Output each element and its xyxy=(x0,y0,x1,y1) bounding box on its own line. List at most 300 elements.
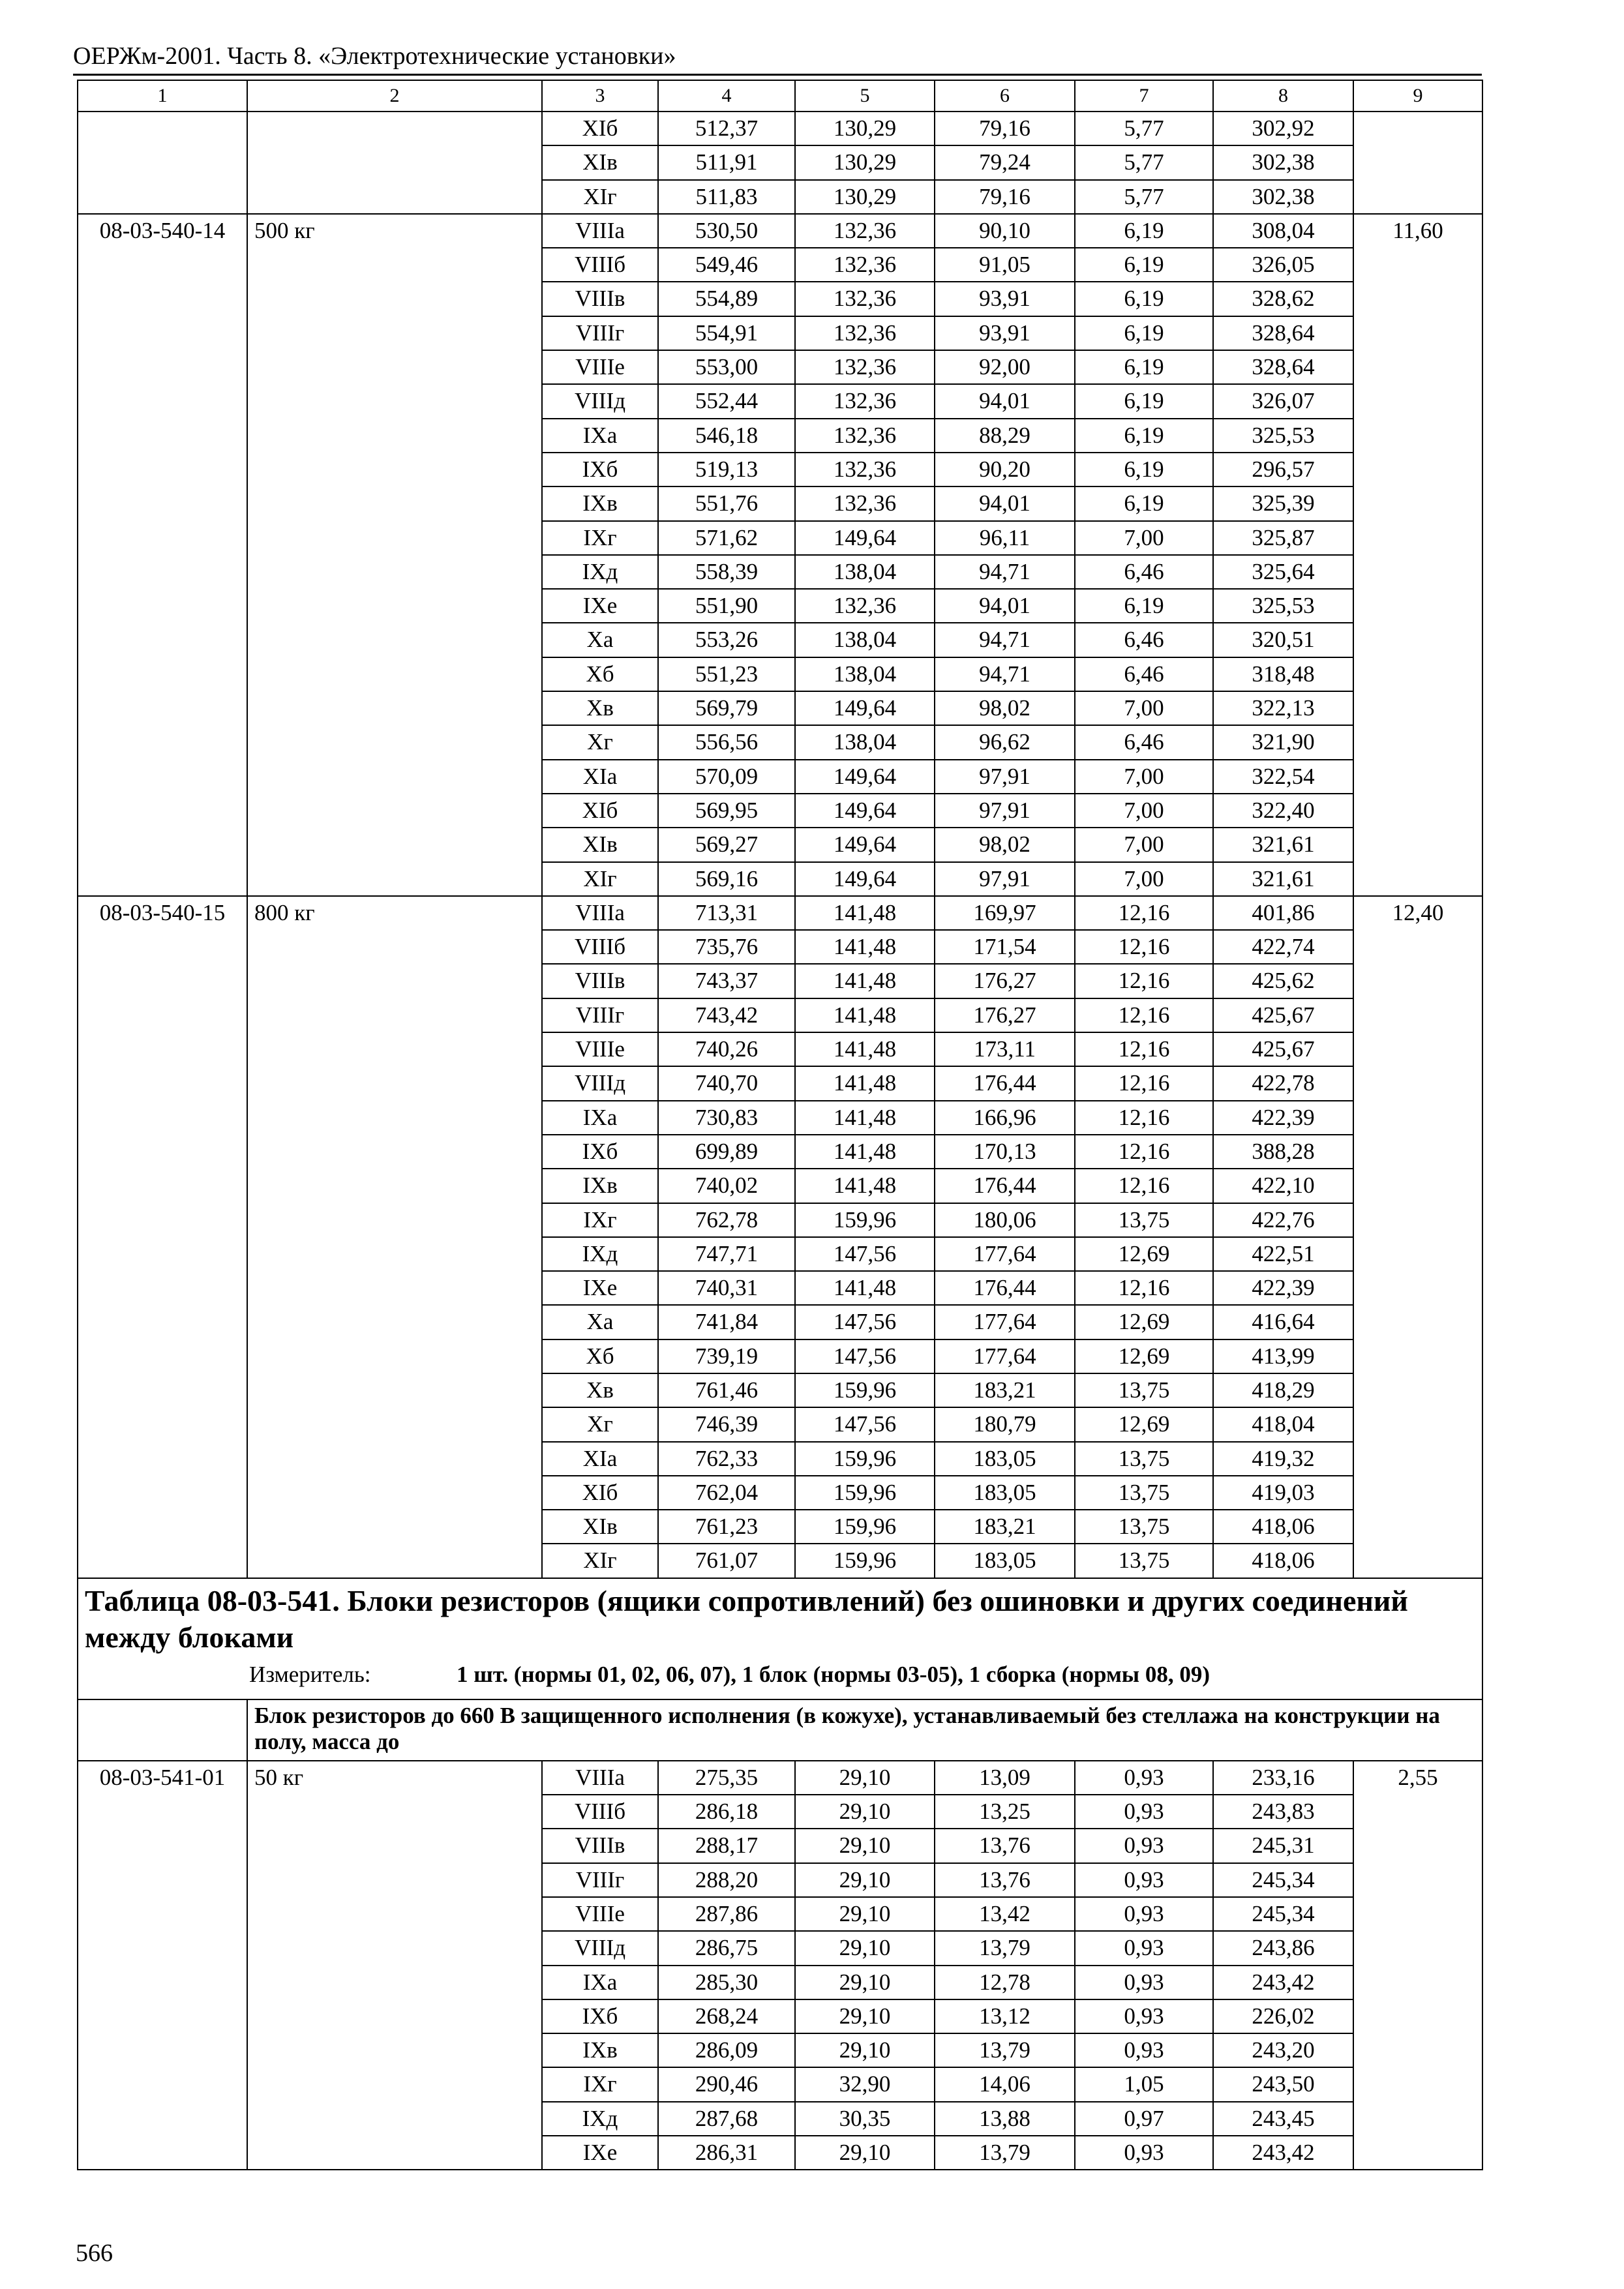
zone-cell: VIIIб xyxy=(542,248,658,282)
value-cell: 321,61 xyxy=(1213,828,1353,861)
value-cell: 554,91 xyxy=(658,316,795,350)
zone-cell: IXг xyxy=(542,1203,658,1237)
value-cell: 245,31 xyxy=(1213,1829,1353,1863)
value-cell: 183,21 xyxy=(935,1373,1075,1407)
value-cell: 268,24 xyxy=(658,1999,795,2033)
zone-cell: VIIIв xyxy=(542,964,658,998)
value-cell: 519,13 xyxy=(658,453,795,486)
value-cell: 321,61 xyxy=(1213,862,1353,896)
zone-cell: IXб xyxy=(542,1135,658,1169)
zone-cell: XIг xyxy=(542,862,658,896)
value-cell: 13,42 xyxy=(935,1897,1075,1931)
value-cell: 32,90 xyxy=(795,2067,935,2101)
value-cell: 512,37 xyxy=(658,112,795,145)
zone-cell: IXв xyxy=(542,486,658,520)
value-cell: 243,20 xyxy=(1213,2033,1353,2067)
zone-cell: IXд xyxy=(542,1237,658,1271)
value-cell: 551,76 xyxy=(658,486,795,520)
value-cell: 419,32 xyxy=(1213,1442,1353,1476)
zone-cell: IXд xyxy=(542,2102,658,2136)
value-cell: 29,10 xyxy=(795,1931,935,1965)
value-cell: 13,75 xyxy=(1075,1544,1213,1578)
zone-cell: IXг xyxy=(542,521,658,555)
zone-cell: XIв xyxy=(542,1510,658,1544)
value-cell: 149,64 xyxy=(795,521,935,555)
section-cell xyxy=(78,1578,1482,1699)
value-cell: 180,06 xyxy=(935,1203,1075,1237)
zone-cell: XIг xyxy=(542,1544,658,1578)
value-cell: 147,56 xyxy=(795,1237,935,1271)
zone-cell: IXа xyxy=(542,1966,658,1999)
mass-cell: 50 кг xyxy=(247,1761,542,2170)
labor-cell: 11,60 xyxy=(1353,214,1482,896)
value-cell: 322,13 xyxy=(1213,691,1353,725)
value-cell: 176,44 xyxy=(935,1271,1075,1305)
value-cell: 551,90 xyxy=(658,589,795,623)
value-cell: 98,02 xyxy=(935,828,1075,861)
value-cell: 91,05 xyxy=(935,248,1075,282)
subheading-row xyxy=(78,1699,1482,1761)
column-number: 8 xyxy=(1213,80,1353,112)
value-cell: 29,10 xyxy=(795,1829,935,1863)
value-cell: 558,39 xyxy=(658,555,795,589)
value-cell: 511,91 xyxy=(658,145,795,179)
norm-code: 08-03-540-15 xyxy=(78,896,247,1578)
value-cell: 569,95 xyxy=(658,794,795,828)
norm-code: 08-03-541-01 xyxy=(78,1761,247,2170)
value-cell: 149,64 xyxy=(795,862,935,896)
value-cell: 132,36 xyxy=(795,384,935,418)
zone-cell: Xв xyxy=(542,1373,658,1407)
value-cell: 159,96 xyxy=(795,1442,935,1476)
value-cell: 6,46 xyxy=(1075,623,1213,657)
value-cell: 286,09 xyxy=(658,2033,795,2067)
value-cell: 287,68 xyxy=(658,2102,795,2136)
column-number: 2 xyxy=(247,80,542,112)
value-cell: 132,36 xyxy=(795,316,935,350)
value-cell: 325,87 xyxy=(1213,521,1353,555)
header-rule xyxy=(73,74,1482,76)
value-cell: 130,29 xyxy=(795,180,935,214)
value-cell: 546,18 xyxy=(658,419,795,453)
column-number: 5 xyxy=(795,80,935,112)
value-cell: 6,19 xyxy=(1075,282,1213,316)
value-cell: 735,76 xyxy=(658,930,795,964)
value-cell: 413,99 xyxy=(1213,1339,1353,1373)
zone-cell: IXе xyxy=(542,589,658,623)
value-cell: 0,93 xyxy=(1075,1761,1213,1795)
value-cell: 6,46 xyxy=(1075,555,1213,589)
value-cell: 552,44 xyxy=(658,384,795,418)
value-cell: 90,10 xyxy=(935,214,1075,248)
value-cell: 5,77 xyxy=(1075,145,1213,179)
value-cell: 325,64 xyxy=(1213,555,1353,589)
value-cell: 288,20 xyxy=(658,1863,795,1897)
value-cell: 7,00 xyxy=(1075,691,1213,725)
table-row xyxy=(78,1761,1482,1795)
value-cell: 6,19 xyxy=(1075,486,1213,520)
zone-cell: IXа xyxy=(542,419,658,453)
column-number: 9 xyxy=(1353,80,1482,112)
value-cell: 29,10 xyxy=(795,1897,935,1931)
value-cell: 12,69 xyxy=(1075,1237,1213,1271)
value-cell: 743,37 xyxy=(658,964,795,998)
value-cell: 29,10 xyxy=(795,1795,935,1829)
value-cell: 6,19 xyxy=(1075,419,1213,453)
value-cell: 96,11 xyxy=(935,521,1075,555)
value-cell: 176,27 xyxy=(935,964,1075,998)
value-cell: 12,16 xyxy=(1075,930,1213,964)
table-row xyxy=(78,214,1482,248)
value-cell: 326,07 xyxy=(1213,384,1353,418)
value-cell: 94,71 xyxy=(935,623,1075,657)
value-cell: 418,06 xyxy=(1213,1510,1353,1544)
value-cell: 159,96 xyxy=(795,1203,935,1237)
value-cell: 14,06 xyxy=(935,2067,1075,2101)
value-cell: 159,96 xyxy=(795,1476,935,1510)
value-cell: 322,54 xyxy=(1213,760,1353,794)
value-cell: 13,88 xyxy=(935,2102,1075,2136)
zone-cell: Xв xyxy=(542,691,658,725)
value-cell: 159,96 xyxy=(795,1510,935,1544)
value-cell: 290,46 xyxy=(658,2067,795,2101)
value-cell: 746,39 xyxy=(658,1407,795,1441)
value-cell: 422,39 xyxy=(1213,1101,1353,1135)
value-cell: 320,51 xyxy=(1213,623,1353,657)
value-cell: 286,18 xyxy=(658,1795,795,1829)
value-cell: 159,96 xyxy=(795,1544,935,1578)
value-cell: 302,38 xyxy=(1213,180,1353,214)
value-cell: 12,69 xyxy=(1075,1305,1213,1339)
value-cell: 177,64 xyxy=(935,1237,1075,1271)
value-cell: 130,29 xyxy=(795,145,935,179)
norm-code xyxy=(78,112,247,214)
value-cell: 171,54 xyxy=(935,930,1075,964)
value-cell: 13,75 xyxy=(1075,1203,1213,1237)
zone-cell: VIIIд xyxy=(542,1066,658,1100)
value-cell: 141,48 xyxy=(795,998,935,1032)
value-cell: 0,93 xyxy=(1075,1897,1213,1931)
value-cell: 530,50 xyxy=(658,214,795,248)
zone-cell: IXб xyxy=(542,1999,658,2033)
value-cell: 6,46 xyxy=(1075,725,1213,759)
value-cell: 243,42 xyxy=(1213,2136,1353,2170)
value-cell: 551,23 xyxy=(658,657,795,691)
value-cell: 6,46 xyxy=(1075,657,1213,691)
value-cell: 243,86 xyxy=(1213,1931,1353,1965)
column-number: 6 xyxy=(935,80,1075,112)
zone-cell: VIIIе xyxy=(542,1032,658,1066)
value-cell: 176,44 xyxy=(935,1169,1075,1203)
labor-cell xyxy=(1353,112,1482,214)
mass-cell: 500 кг xyxy=(247,214,542,896)
value-cell: 138,04 xyxy=(795,623,935,657)
value-cell: 98,02 xyxy=(935,691,1075,725)
value-cell: 6,19 xyxy=(1075,248,1213,282)
value-cell: 29,10 xyxy=(795,1863,935,1897)
value-cell: 13,75 xyxy=(1075,1510,1213,1544)
value-cell: 422,78 xyxy=(1213,1066,1353,1100)
value-cell: 29,10 xyxy=(795,1966,935,1999)
value-cell: 325,53 xyxy=(1213,419,1353,453)
value-cell: 233,16 xyxy=(1213,1761,1353,1795)
value-cell: 141,48 xyxy=(795,930,935,964)
value-cell: 149,64 xyxy=(795,794,935,828)
value-cell: 97,91 xyxy=(935,794,1075,828)
value-cell: 730,83 xyxy=(658,1101,795,1135)
value-cell: 286,75 xyxy=(658,1931,795,1965)
value-cell: 308,04 xyxy=(1213,214,1353,248)
value-cell: 92,00 xyxy=(935,350,1075,384)
column-number: 3 xyxy=(542,80,658,112)
value-cell: 740,26 xyxy=(658,1032,795,1066)
column-number-row xyxy=(78,80,1482,112)
value-cell: 13,76 xyxy=(935,1829,1075,1863)
value-cell: 79,16 xyxy=(935,180,1075,214)
zone-cell: XIа xyxy=(542,1442,658,1476)
value-cell: 12,16 xyxy=(1075,1271,1213,1305)
zone-cell: IXе xyxy=(542,1271,658,1305)
value-cell: 13,25 xyxy=(935,1795,1075,1829)
value-cell: 170,13 xyxy=(935,1135,1075,1169)
zone-cell: XIб xyxy=(542,794,658,828)
value-cell: 328,64 xyxy=(1213,350,1353,384)
value-cell: 12,16 xyxy=(1075,1101,1213,1135)
value-cell: 571,62 xyxy=(658,521,795,555)
value-cell: 183,05 xyxy=(935,1442,1075,1476)
value-cell: 13,79 xyxy=(935,1931,1075,1965)
value-cell: 13,79 xyxy=(935,2136,1075,2170)
value-cell: 7,00 xyxy=(1075,862,1213,896)
value-cell: 739,19 xyxy=(658,1339,795,1373)
value-cell: 286,31 xyxy=(658,2136,795,2170)
value-cell: 177,64 xyxy=(935,1305,1075,1339)
value-cell: 166,96 xyxy=(935,1101,1075,1135)
value-cell: 0,93 xyxy=(1075,1966,1213,1999)
section-title: Таблица 08-03-541. Блоки резисторов (ящики сопротивлений) без ошиновки и других соединений между блоками xyxy=(85,1583,1408,1654)
zone-cell: Xг xyxy=(542,1407,658,1441)
value-cell: 243,50 xyxy=(1213,2067,1353,2101)
value-cell: 741,84 xyxy=(658,1305,795,1339)
value-cell: 12,69 xyxy=(1075,1407,1213,1441)
value-cell: 29,10 xyxy=(795,1999,935,2033)
value-cell: 243,45 xyxy=(1213,2102,1353,2136)
value-cell: 12,16 xyxy=(1075,896,1213,930)
value-cell: 401,86 xyxy=(1213,896,1353,930)
zone-cell: VIIIг xyxy=(542,998,658,1032)
value-cell: 149,64 xyxy=(795,760,935,794)
value-cell: 94,71 xyxy=(935,657,1075,691)
value-cell: 416,64 xyxy=(1213,1305,1353,1339)
value-cell: 418,06 xyxy=(1213,1544,1353,1578)
column-number: 4 xyxy=(658,80,795,112)
value-cell: 183,05 xyxy=(935,1544,1075,1578)
value-cell: 138,04 xyxy=(795,657,935,691)
value-cell: 0,93 xyxy=(1075,2033,1213,2067)
zone-cell: VIIIб xyxy=(542,930,658,964)
value-cell: 13,79 xyxy=(935,2033,1075,2067)
value-cell: 132,36 xyxy=(795,282,935,316)
page-number: 566 xyxy=(76,2239,113,2267)
value-cell: 0,93 xyxy=(1075,2136,1213,2170)
value-cell: 29,10 xyxy=(795,2033,935,2067)
value-cell: 7,00 xyxy=(1075,794,1213,828)
value-cell: 302,92 xyxy=(1213,112,1353,145)
value-cell: 93,91 xyxy=(935,316,1075,350)
value-cell: 12,16 xyxy=(1075,1032,1213,1066)
zone-cell: XIб xyxy=(542,1476,658,1510)
value-cell: 6,19 xyxy=(1075,350,1213,384)
value-cell: 422,51 xyxy=(1213,1237,1353,1271)
labor-cell: 12,40 xyxy=(1353,896,1482,1578)
value-cell: 147,56 xyxy=(795,1305,935,1339)
value-cell: 699,89 xyxy=(658,1135,795,1169)
measure-line xyxy=(85,1660,1477,1690)
value-cell: 12,16 xyxy=(1075,964,1213,998)
value-cell: 0,97 xyxy=(1075,2102,1213,2136)
value-cell: 180,79 xyxy=(935,1407,1075,1441)
value-cell: 138,04 xyxy=(795,725,935,759)
value-cell: 0,93 xyxy=(1075,1829,1213,1863)
table-row xyxy=(78,112,1482,145)
value-cell: 422,39 xyxy=(1213,1271,1353,1305)
zone-cell: IXе xyxy=(542,2136,658,2170)
value-cell: 147,56 xyxy=(795,1407,935,1441)
value-cell: 12,16 xyxy=(1075,1135,1213,1169)
value-cell: 288,17 xyxy=(658,1829,795,1863)
value-cell: 747,71 xyxy=(658,1237,795,1271)
value-cell: 325,53 xyxy=(1213,589,1353,623)
value-cell: 177,64 xyxy=(935,1339,1075,1373)
value-cell: 29,10 xyxy=(795,1761,935,1795)
section-row xyxy=(78,1578,1482,1699)
rates-table xyxy=(77,80,1483,2170)
value-cell: 6,19 xyxy=(1075,214,1213,248)
value-cell: 321,90 xyxy=(1213,725,1353,759)
value-cell: 12,16 xyxy=(1075,998,1213,1032)
value-cell: 570,09 xyxy=(658,760,795,794)
value-cell: 325,39 xyxy=(1213,486,1353,520)
value-cell: 132,36 xyxy=(795,453,935,486)
zone-cell: XIб xyxy=(542,112,658,145)
value-cell: 296,57 xyxy=(1213,453,1353,486)
value-cell: 176,27 xyxy=(935,998,1075,1032)
value-cell: 553,00 xyxy=(658,350,795,384)
zone-cell: Xб xyxy=(542,657,658,691)
value-cell: 13,12 xyxy=(935,1999,1075,2033)
value-cell: 5,77 xyxy=(1075,180,1213,214)
mass-cell: 800 кг xyxy=(247,896,542,1578)
zone-cell: VIIIд xyxy=(542,384,658,418)
value-cell: 243,42 xyxy=(1213,1966,1353,1999)
zone-cell: IXв xyxy=(542,1169,658,1203)
value-cell: 141,48 xyxy=(795,1066,935,1100)
zone-cell: IXа xyxy=(542,1101,658,1135)
value-cell: 422,76 xyxy=(1213,1203,1353,1237)
zone-cell: IXг xyxy=(542,2067,658,2101)
value-cell: 388,28 xyxy=(1213,1135,1353,1169)
value-cell: 569,16 xyxy=(658,862,795,896)
value-cell: 90,20 xyxy=(935,453,1075,486)
value-cell: 30,35 xyxy=(795,2102,935,2136)
value-cell: 183,21 xyxy=(935,1510,1075,1544)
value-cell: 183,05 xyxy=(935,1476,1075,1510)
zone-cell: IXб xyxy=(542,453,658,486)
value-cell: 761,46 xyxy=(658,1373,795,1407)
value-cell: 138,04 xyxy=(795,555,935,589)
measure-label: Измеритель: xyxy=(249,1661,371,1687)
zone-cell: IXд xyxy=(542,555,658,589)
value-cell: 425,67 xyxy=(1213,1032,1353,1066)
value-cell: 132,36 xyxy=(795,589,935,623)
value-cell: 12,16 xyxy=(1075,1066,1213,1100)
value-cell: 554,89 xyxy=(658,282,795,316)
value-cell: 169,97 xyxy=(935,896,1075,930)
value-cell: 141,48 xyxy=(795,1169,935,1203)
column-number: 1 xyxy=(78,80,247,112)
value-cell: 418,04 xyxy=(1213,1407,1353,1441)
value-cell: 12,78 xyxy=(935,1966,1075,1999)
value-cell: 569,79 xyxy=(658,691,795,725)
value-cell: 132,36 xyxy=(795,248,935,282)
zone-cell: XIв xyxy=(542,145,658,179)
labor-cell: 2,55 xyxy=(1353,1761,1482,2170)
value-cell: 762,78 xyxy=(658,1203,795,1237)
zone-cell: VIIIе xyxy=(542,350,658,384)
value-cell: 13,76 xyxy=(935,1863,1075,1897)
zone-cell: Xа xyxy=(542,1305,658,1339)
value-cell: 243,83 xyxy=(1213,1795,1353,1829)
zone-cell: XIг xyxy=(542,180,658,214)
value-cell: 12,16 xyxy=(1075,1169,1213,1203)
value-cell: 94,71 xyxy=(935,555,1075,589)
value-cell: 328,64 xyxy=(1213,316,1353,350)
value-cell: 761,07 xyxy=(658,1544,795,1578)
value-cell: 94,01 xyxy=(935,589,1075,623)
value-cell: 0,93 xyxy=(1075,1999,1213,2033)
value-cell: 141,48 xyxy=(795,1101,935,1135)
value-cell: 245,34 xyxy=(1213,1897,1353,1931)
value-cell: 79,16 xyxy=(935,112,1075,145)
value-cell: 419,03 xyxy=(1213,1476,1353,1510)
zone-cell: VIIIв xyxy=(542,282,658,316)
value-cell: 132,36 xyxy=(795,350,935,384)
value-cell: 6,19 xyxy=(1075,384,1213,418)
value-cell: 422,74 xyxy=(1213,930,1353,964)
value-cell: 740,02 xyxy=(658,1169,795,1203)
value-cell: 149,64 xyxy=(795,828,935,861)
value-cell: 132,36 xyxy=(795,214,935,248)
zone-cell: VIIIб xyxy=(542,1795,658,1829)
zone-cell: IXв xyxy=(542,2033,658,2067)
value-cell: 159,96 xyxy=(795,1373,935,1407)
value-cell: 141,48 xyxy=(795,1271,935,1305)
value-cell: 132,36 xyxy=(795,486,935,520)
value-cell: 245,34 xyxy=(1213,1863,1353,1897)
value-cell: 226,02 xyxy=(1213,1999,1353,2033)
value-cell: 94,01 xyxy=(935,384,1075,418)
table-row xyxy=(78,896,1482,930)
value-cell: 0,93 xyxy=(1075,1863,1213,1897)
value-cell: 713,31 xyxy=(658,896,795,930)
subheading-cell: Блок резисторов до 660 В защищенного исполнения (в кожухе), устанавливаемый без стеллажа на конструкции на полу, масса до xyxy=(247,1699,1482,1761)
value-cell: 13,75 xyxy=(1075,1373,1213,1407)
value-cell: 5,77 xyxy=(1075,112,1213,145)
value-cell: 743,42 xyxy=(658,998,795,1032)
value-cell: 569,27 xyxy=(658,828,795,861)
value-cell: 1,05 xyxy=(1075,2067,1213,2101)
zone-cell: VIIIд xyxy=(542,1931,658,1965)
